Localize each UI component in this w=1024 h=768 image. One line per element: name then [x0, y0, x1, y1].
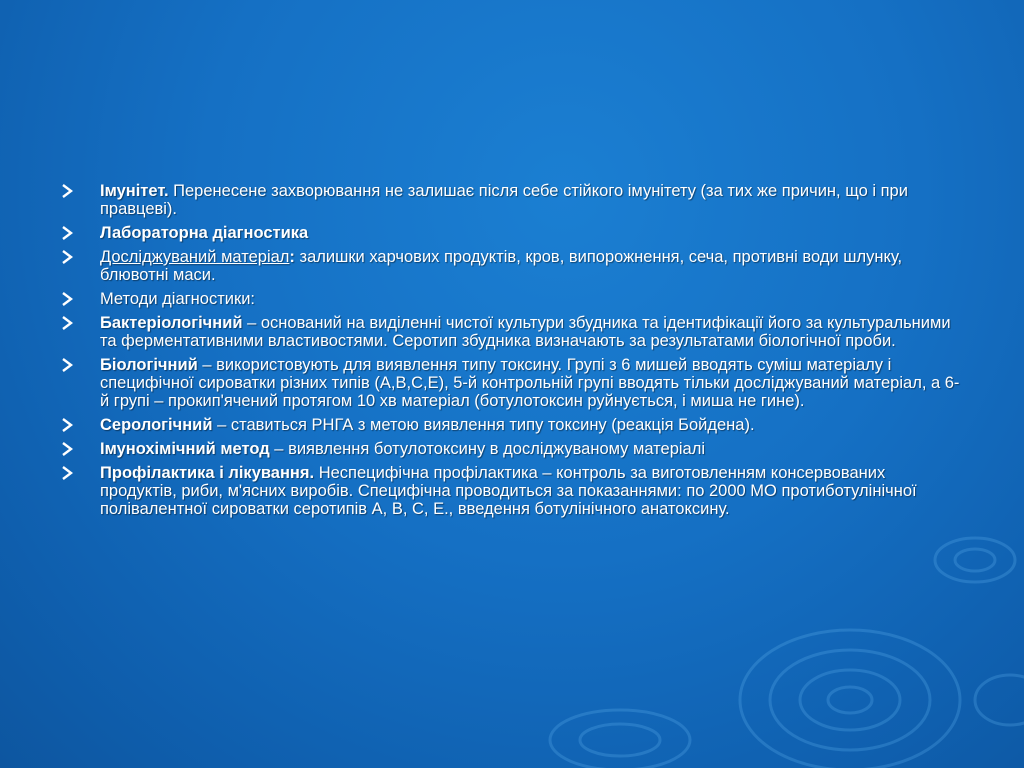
item-heading: Профілактика і лікування. [100, 464, 315, 482]
chevron-right-icon [60, 441, 74, 457]
list-item [60, 224, 960, 242]
list-item [60, 356, 960, 410]
item-text: Неспецифічна профілактика – контроль за виготовленням консервованих продуктів, риби, м'ясних виробів. Специфічна проводиться за показаннями: по 2000 МО протиботулінічної полівалентної сироватки серотипів А, В, С, Е., введення ботулінічного анатоксину. [100, 464, 917, 518]
list-item [60, 182, 960, 218]
list-item [60, 290, 960, 308]
item-heading: Імунохімічний метод [100, 440, 270, 458]
item-text: – оснований на виділенні чистої культури збудника та ідентифікації його за культуральними та ферментативними властивостями. Серотип збудника визначають за результатами біологічної проби. [100, 314, 951, 350]
item-heading: Серологічний [100, 416, 213, 434]
item-separator: : [289, 248, 295, 266]
item-heading: Бактеріологічний [100, 314, 243, 332]
item-text: Методи діагностики: [100, 290, 255, 308]
item-text: Перенесене захворювання не залишає після себе стійкого імунітету (за тих же причин, що і при правцеві). [100, 182, 908, 218]
item-text: – виявлення ботулотоксину в досліджуваному матеріалі [269, 440, 706, 458]
slide-body [60, 182, 960, 524]
chevron-right-icon [60, 465, 74, 481]
chevron-right-icon [60, 225, 74, 241]
item-heading: Досліджуваний матеріал [100, 248, 290, 266]
chevron-right-icon [60, 249, 74, 265]
item-heading: Лабораторна діагностика [100, 224, 309, 242]
chevron-right-icon [60, 315, 74, 331]
item-heading: Імунітет. [100, 182, 169, 200]
item-text: – використовують для виявлення типу токсину. Групі з 6 мишей вводять суміш матеріалу і специфічної сироватки різних типів (А,В,С,Е), 5-й контрольній групі вводять тільки досліджуваний матеріал, а 6-й групі – прокип'ячений протягом 10 хв матеріал (ботулотоксин руйнується, і миша не гине). [100, 356, 960, 410]
item-text: – ставиться РНГА з метою виявлення типу токсину (реакція Бойдена). [212, 416, 755, 434]
item-heading: Біологічний [100, 356, 198, 374]
chevron-right-icon [60, 183, 74, 199]
list-item [60, 464, 960, 518]
chevron-right-icon [60, 291, 74, 307]
chevron-right-icon [60, 417, 74, 433]
list-item [60, 440, 960, 458]
item-text: залишки харчових продуктів, кров, випорожнення, сеча, противні води шлунку, блювотні маси. [100, 248, 903, 284]
list-item [60, 416, 960, 434]
list-item [60, 314, 960, 350]
chevron-right-icon [60, 357, 74, 373]
list-item [60, 248, 960, 284]
